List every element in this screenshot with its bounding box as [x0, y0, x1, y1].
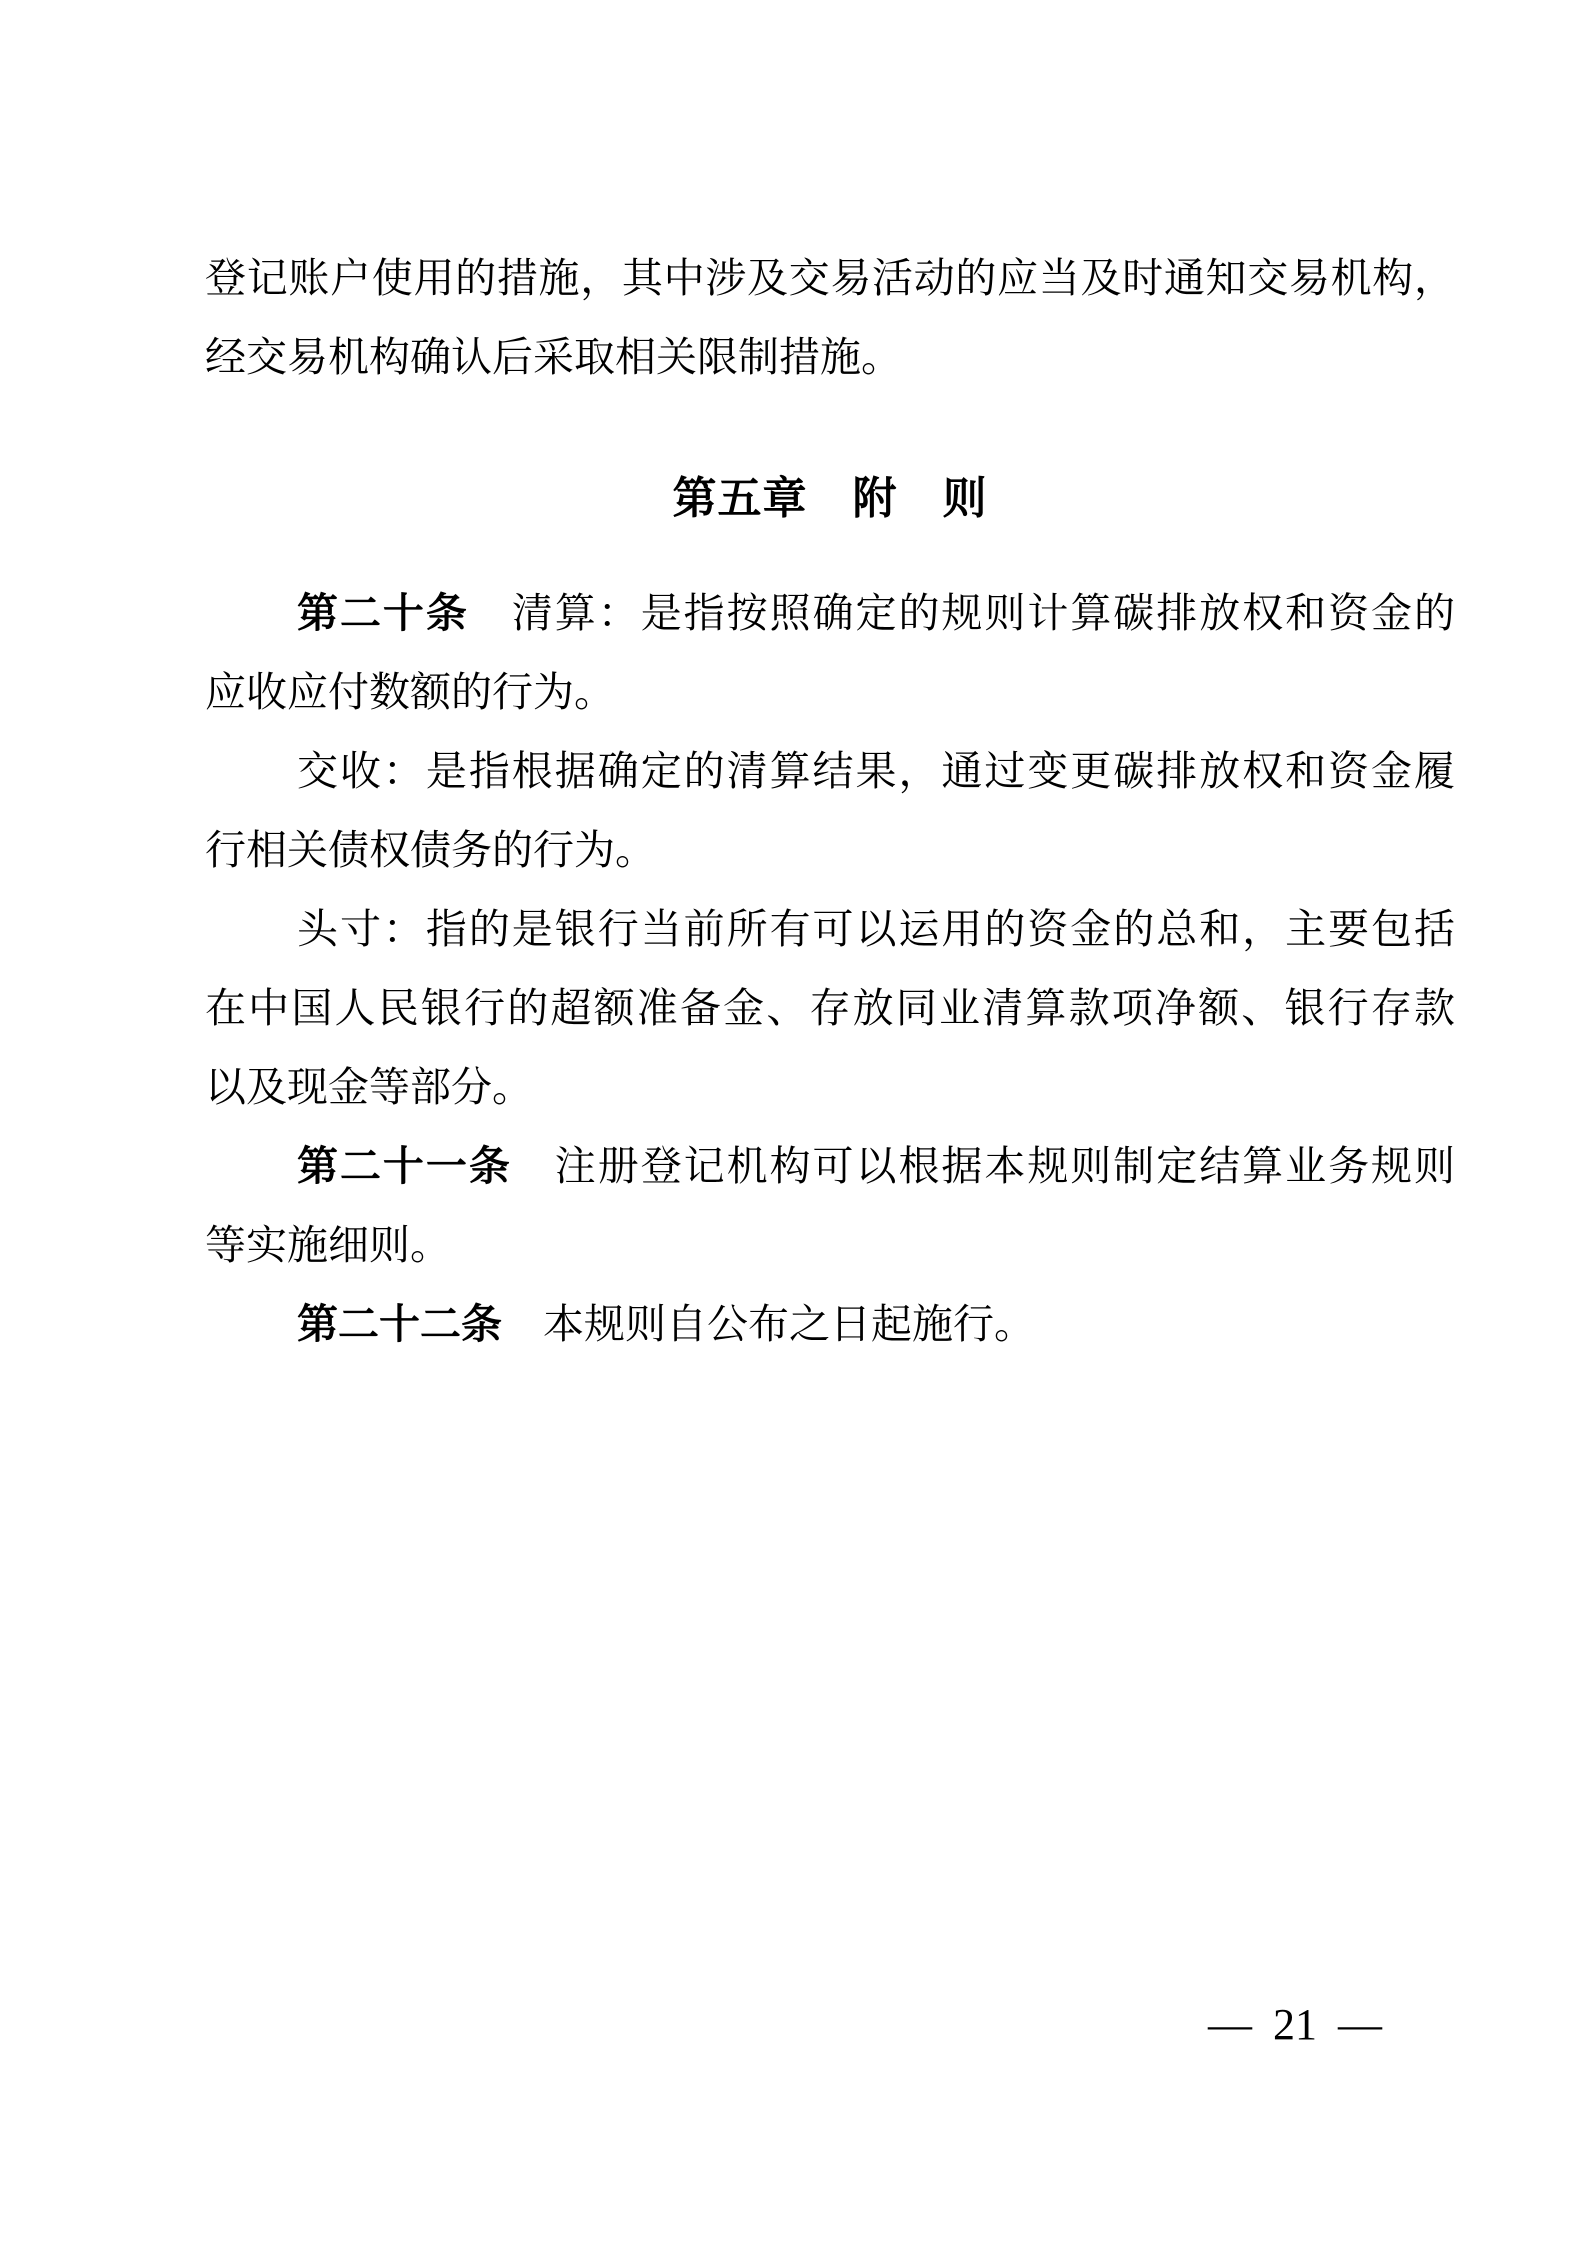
paragraph-article-20 — [205, 574, 1455, 732]
page-number: — 21 — — [1208, 2000, 1382, 2049]
paragraph-article-22 — [205, 1285, 1455, 1364]
page-number-footer — [1208, 2000, 1382, 2050]
body-line: 等实施细则。 — [205, 1222, 451, 1268]
body-line: 第二十条 清算：是指按照确定的规则计算碳排放权和资金的 — [297, 590, 1456, 636]
paragraph-article-21 — [205, 1127, 1455, 1285]
body-line: 以及现金等部分。 — [205, 1064, 533, 1110]
body-line: 登记账户使用的措施，其中涉及交易活动的应当及时通知交易机构， — [205, 255, 1455, 301]
body-line: 在中国人民银行的超额准备金、存放同业清算款项净额、银行存款 — [205, 985, 1455, 1031]
chapter-heading: 第五章 附 则 — [672, 474, 988, 523]
article-number: 第二十条 — [297, 590, 469, 636]
paragraph-definition-delivery — [205, 732, 1455, 890]
body-line: 交收：是指根据确定的清算结果，通过变更碳排放权和资金履 — [297, 748, 1455, 794]
document-content — [205, 239, 1455, 1364]
body-line: 第二十一条 注册登记机构可以根据本规则制定结算业务规则 — [297, 1143, 1456, 1189]
body-line: 行相关债权债务的行为。 — [205, 827, 656, 873]
paragraph-carryover — [205, 239, 1455, 397]
paragraph-definition-position — [205, 890, 1455, 1127]
body-line: 第二十二条 本规则自公布之日起施行。 — [297, 1301, 1035, 1347]
article-number: 第二十一条 — [297, 1143, 512, 1189]
body-line: 应收应付数额的行为。 — [205, 669, 615, 715]
body-line: 经交易机构确认后采取相关限制措施。 — [205, 334, 902, 380]
article-number: 第二十二条 — [297, 1301, 502, 1347]
body-line: 头寸：指的是银行当前所有可以运用的资金的总和，主要包括 — [297, 906, 1455, 952]
